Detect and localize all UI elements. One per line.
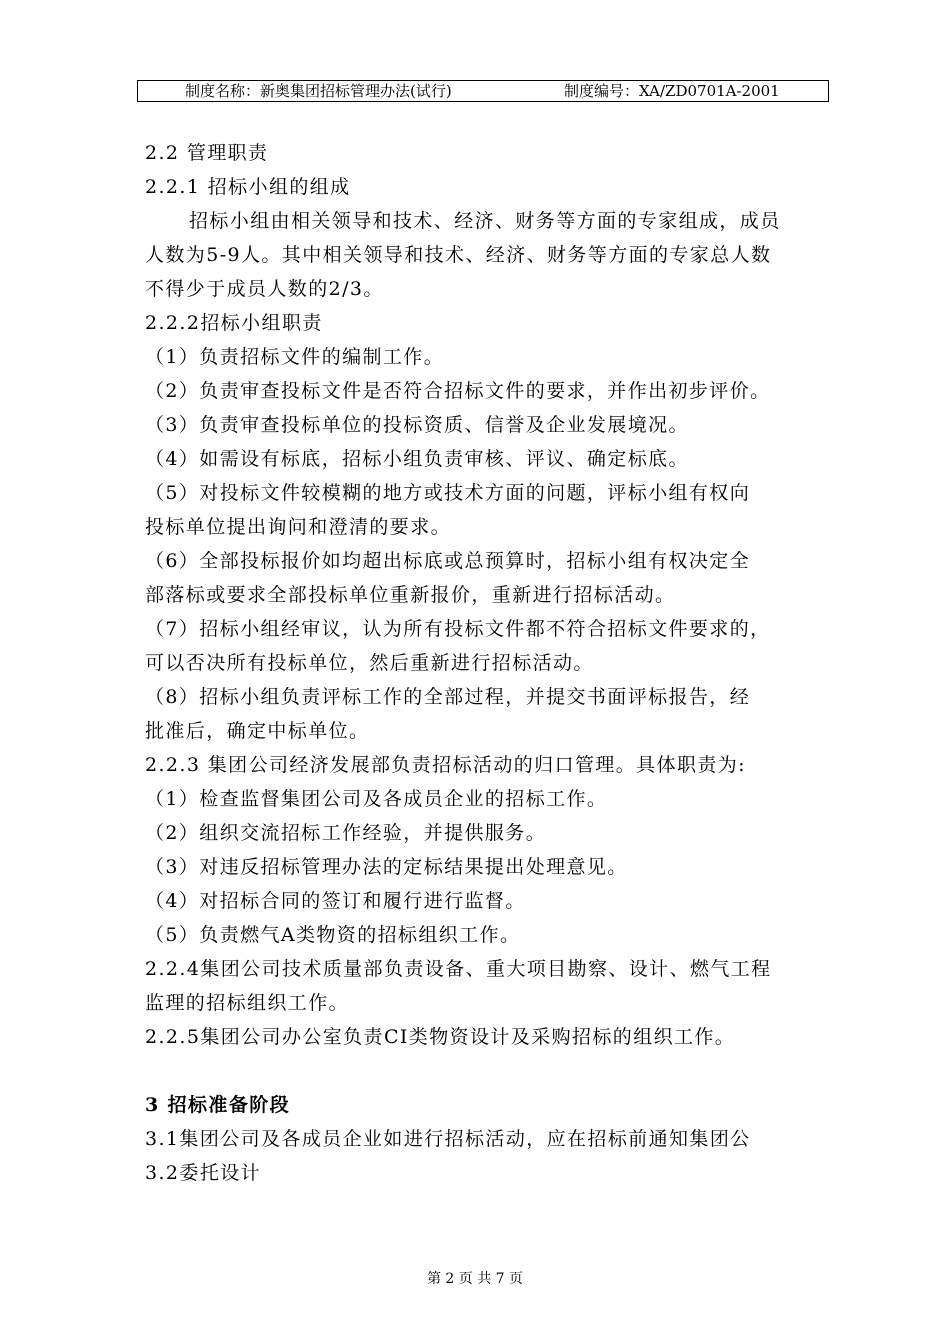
page-footer: 第 2 页 共 7 页 bbox=[426, 1271, 524, 1287]
list-item-continuation: 批准后，确定中标单位。 bbox=[145, 720, 370, 742]
spacer bbox=[145, 1054, 835, 1088]
subsection-heading: 2.2.2招标小组职责 bbox=[145, 312, 323, 334]
subsection-heading: 3.1集团公司及各成员企业如进行招标活动，应在招标前通知集团公 bbox=[145, 1128, 751, 1150]
subsection-heading: 2.2.3 集团公司经济发展部负责招标活动的归口管理。具体职责为: bbox=[145, 754, 746, 776]
list-item: （7）招标小组经审议，认为所有投标文件都不符合招标文件要求的， bbox=[145, 618, 771, 640]
list-item: （5）负责燃气A类物资的招标组织工作。 bbox=[145, 924, 521, 946]
subsection-heading: 2.2.5集团公司办公室负责CI类物资设计及采购招标的组织工作。 bbox=[145, 1026, 736, 1048]
list-item: （3）负责审查投标单位的投标资质、信誉及企业发展境况。 bbox=[145, 414, 689, 436]
subsection-heading: 2.2.1 招标小组的组成 bbox=[145, 176, 351, 198]
section-heading: 2.2 管理职责 bbox=[145, 142, 269, 164]
document-header bbox=[137, 80, 829, 102]
system-name: 制度名称：新奥集团招标管理办法(试行) bbox=[185, 82, 452, 100]
paragraph-line: 招标小组由相关领导和技术、经济、财务等方面的专家组成，成员 bbox=[189, 210, 781, 232]
subsection-heading: 2.2.4集团公司技术质量部负责设备、重大项目勘察、设计、燃气工程 bbox=[145, 958, 772, 980]
paragraph-line: 人数为5-9人。其中相关领导和技术、经济、财务等方面的专家总人数 bbox=[145, 244, 772, 266]
list-item: （1）检查监督集团公司及各成员企业的招标工作。 bbox=[145, 788, 608, 810]
list-item: （4）对招标合同的签订和履行进行监督。 bbox=[145, 890, 526, 912]
list-item: （3）对违反招标管理办法的定标结果提出处理意见。 bbox=[145, 856, 628, 878]
list-item-continuation: 投标单位提出询问和澄清的要求。 bbox=[145, 516, 452, 538]
list-item: （1）负责招标文件的编制工作。 bbox=[145, 346, 445, 368]
list-item: （8）招标小组负责评标工作的全部过程，并提交书面评标报告，经 bbox=[145, 686, 751, 708]
list-item: （2）组织交流招标工作经验，并提供服务。 bbox=[145, 822, 547, 844]
list-item: （2）负责审查投标文件是否符合招标文件的要求，并作出初步评价。 bbox=[145, 380, 771, 402]
list-item-continuation: 部落标或要求全部投标单位重新报价，重新进行招标活动。 bbox=[145, 584, 676, 606]
list-item-continuation: 可以否决所有投标单位，然后重新进行招标活动。 bbox=[145, 652, 594, 674]
list-item: （5）对投标文件较模糊的地方或技术方面的问题，评标小组有权向 bbox=[145, 482, 751, 504]
subsection-heading: 3.2委托设计 bbox=[145, 1162, 262, 1184]
list-item: （4）如需设有标底，招标小组负责审核、评议、确定标底。 bbox=[145, 448, 689, 470]
document-body bbox=[145, 136, 835, 1190]
paragraph-line: 不得少于成员人数的2/3。 bbox=[145, 278, 384, 300]
paragraph-line: 监理的招标组织工作。 bbox=[145, 992, 350, 1014]
system-code: 制度编号：XA/ZD0701A-2001 bbox=[564, 82, 780, 100]
chapter-heading: 3 招标准备阶段 bbox=[145, 1094, 291, 1116]
list-item: （6）全部投标报价如均超出标底或总预算时，招标小组有权决定全 bbox=[145, 550, 751, 572]
